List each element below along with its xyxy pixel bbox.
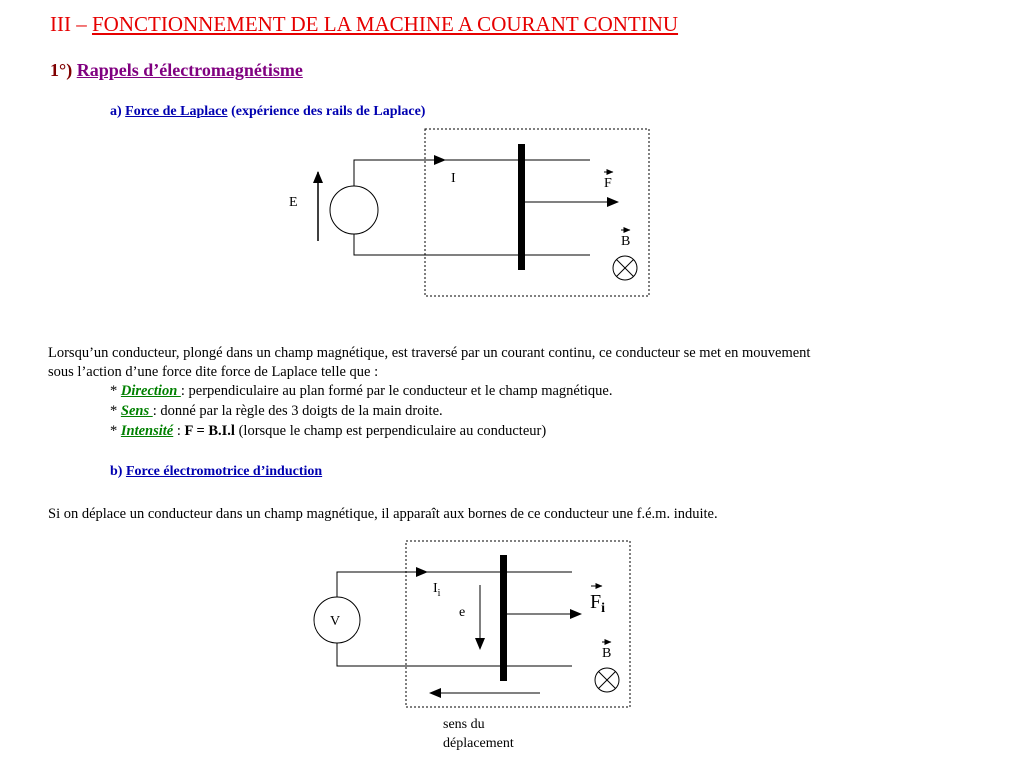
section-b-prefix: b) — [110, 464, 126, 479]
bullet-sens: * Sens : donné par la règle des 3 doigts de la main droite. — [110, 403, 443, 419]
label-F: F — [604, 176, 612, 191]
section-b-link[interactable]: Force électromotrice d’induction — [125, 464, 323, 479]
keyword-sens: Sens — [120, 403, 153, 419]
bullet-intensite: * Intensité : F = B.I.l (lorsque le champ est perpendiculaire au conducteur) — [110, 423, 547, 439]
laplace-rails-diagram — [289, 129, 649, 296]
paragraph-1-line-2: sous l’action d’une force dite force de Laplace telle que : — [48, 364, 379, 380]
keyword-direction: Direction — [120, 383, 181, 399]
title-prefix: III – — [50, 12, 92, 36]
top-rail-2 — [337, 572, 572, 598]
section-1-text: Rappels d’électromagnétisme — [76, 60, 303, 80]
bullet-direction: * Direction : perpendiculaire au plan formé par le conducteur et le champ magnétique. — [110, 383, 613, 399]
conductor-bar — [518, 144, 525, 270]
voltage-source — [330, 186, 378, 234]
top-rail — [354, 160, 590, 186]
laplace-formula: F = B.I.l — [184, 423, 235, 439]
section-a-suffix: (expérience des rails de Laplace) — [227, 104, 426, 119]
label-V: V — [330, 614, 341, 629]
paragraph-1-line-1: Lorsqu’un conducteur, plongé dans un champ magnétique, est traversé par un courant continu, ce conducteur se met en mouvement — [48, 345, 811, 361]
section-1-number: 1°) — [50, 60, 77, 80]
label-Fi: Fi — [590, 591, 606, 616]
label-I: I — [451, 171, 456, 186]
section-a-link[interactable]: Force de Laplace — [125, 104, 228, 119]
induction-diagram — [314, 541, 630, 707]
magnetic-field-zone — [425, 129, 649, 296]
magnetic-field-zone-2 — [406, 541, 630, 707]
bottom-rail — [354, 234, 590, 255]
paragraph-2: Si on déplace un conducteur dans un champ magnétique, il apparaît aux bornes de ce conducteur une f.é.m. induite. — [48, 506, 718, 522]
b-field-into-page-icon — [613, 256, 637, 280]
label-E: E — [289, 195, 298, 210]
b-field-into-page-icon-2 — [595, 668, 619, 692]
conductor-bar-2 — [500, 555, 507, 681]
keyword-intensite: Intensité — [120, 423, 174, 439]
label-B: B — [621, 234, 631, 249]
title-text: FONCTIONNEMENT DE LA MACHINE A COURANT CONTINU — [91, 12, 679, 36]
section-b-heading — [110, 464, 322, 480]
displacement-caption: sens du déplacement — [443, 717, 514, 751]
label-B2: B — [602, 646, 612, 661]
section-a-prefix: a) — [110, 104, 126, 119]
label-e: e — [459, 605, 466, 620]
bottom-rail-2 — [337, 643, 572, 666]
label-Ii: $I_i$ — [433, 581, 441, 599]
